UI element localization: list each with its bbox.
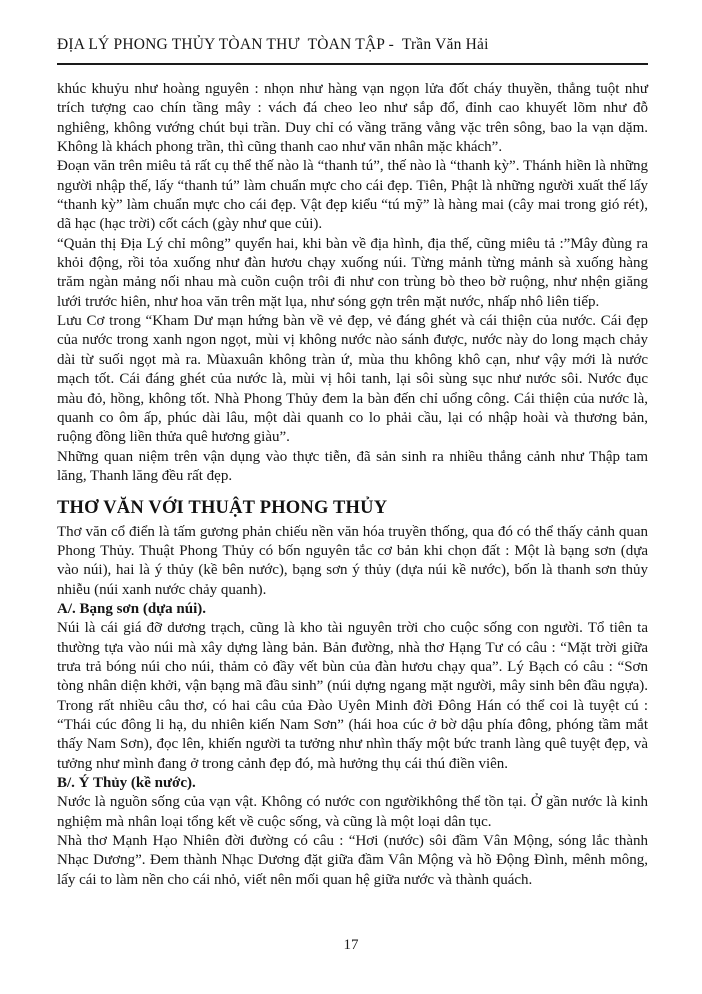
body-paragraph: Thơ văn cổ điển là tấm gương phản chiếu nền văn hóa truyền thống, qua đó có thể thấy cảnh quan Phong Thủy. Thuật Phong Thủy có bốn nguyên tắc cơ bản khi chọn đất : Một là bạng sơn (dựa vào núi), hai là ý thủy (kề bên nước), bạng sơn ý thủy (dựa núi kề nước), bốn là thanh sơn thủy nhiễu (núi xanh nước chảy quanh). (57, 523, 648, 598)
sub-heading: B/. Ý Thủy (kề nước). (57, 775, 196, 792)
sub-heading: A/. Bạng sơn (dựa núi). (57, 600, 207, 617)
body-paragraph: Những quan niệm trên vận dụng vào thực tiễn, đã sản sinh ra nhiều thắng cảnh như Thập tam lăng, Thanh lăng đều rất đẹp. (57, 448, 648, 484)
page-footer (0, 936, 702, 954)
body-paragraph: Nước là nguồn sống của vạn vật. Không có nước con ngườikhông thể tồn tại. Ở gần nước là kinh nghiệm mà nhân loại tổng kết về cuộc sống, và cũng là một loại dân tục. (57, 794, 648, 830)
page-number: 17 (343, 937, 359, 953)
running-title: ĐỊA LÝ PHONG THỦY TÒAN THƯ TÒAN TẬP - Trần Văn Hải (57, 36, 489, 53)
section-heading: THƠ VĂN VỚI THUẬT PHONG THỦY (57, 498, 388, 519)
body-paragraph: Núi là cái giá đỡ dương trạch, cũng là kho tài nguyên trời cho cuộc sống con người. Tổ tiên ta thường tựa vào núi mà xây dựng làng bản. Bản đường, nhà thơ Hạng Tư có câu : “Mặt trời giữa trưa trả bóng núi cho núi, thảm cỏ đầy vết bùn của đàn hươu chạy qua”. Lý Bạch có câu : “Sơn tòng nhân diện khởi, vận bạng mã đầu sinh” (núi dựng ngang mặt người, mây sinh bên đầu ngựa). Trong rất nhiều câu thơ, có hai câu của Đào Uyên Minh đời Đông Hán có thể coi là tuyệt cú : “Thái cúc đông li hạ, du nhiên kiến Nam Sơn” (hái hoa cúc ở bờ dậu phía đông, phóng tầm mắt thấy Nam Sơn), đọc lên, khiến người ta tưởng như nhìn thấy một bức tranh làng quê tuyệt đẹp, và tưởng như mình đang ở trong cảnh đẹp đó, mà hưởng thụ cái thú điền viên. (57, 620, 648, 772)
body-paragraph: Nhà thơ Mạnh Hạo Nhiên đời đường có câu : “Hơi (nước) sôi đầm Vân Mộng, sóng lắc thành Nhạc Dương”. Đem thành Nhạc Dương đặt giữa đầm Vân Mộng và hồ Động Đình, mênh mông, lấy cái to làm nền cho cái nhỏ, viết nên mối quan hệ giữa nước và thành quách. (57, 833, 648, 888)
page-body (57, 80, 648, 890)
header-rule (57, 63, 648, 65)
body-paragraph: Đoạn văn trên miêu tả rất cụ thể thế nào là “thanh tú”, thế nào là “thanh kỳ”. Thánh hiền là những người nhập thế, lấy “thanh tú” làm chuẩn mực cho cái đẹp. Tiên, Phật là những người xuất thế lấy “thanh kỳ” làm chuẩn mực cho cái đẹp. Vật đẹp kiểu “tú mỹ” là hàng mai (cây mai trong gió rét), dã hạc (hạc trời) cốt cách (gày như que củi). (57, 158, 648, 233)
page-header (57, 36, 648, 65)
body-paragraph: Lưu Cơ trong “Kham Dư mạn hứng bàn về vẻ đẹp, vẻ đáng ghét và cái thiện của nước. Cái đẹp của nước trong xanh ngon ngọt, mùi vị không nước nào sánh được, nước này do long mạch chảy dài từ suối ngọt mà ra. Mùaxuân không tràn ứ, mùa thu không khô cạn, như vậy mới là nước mạch tốt. Cái đáng ghét của nước là, mùi vị hôi tanh, lại sôi sùng sục như nước sôi. Nước đục màu đỏ, hồng, không tốt. Nhà Phong Thủy đem la bàn đến chỉ uổng công. Cái thiện của nước là, quanh co ôm ấp, phúc dài lâu, một dài quanh co lo phải cầu, lại có nhập hoài và thương bản, ruộng đồng liền thửa quê hương giàu”. (57, 313, 648, 446)
body-paragraph: khúc khuỷu như hoàng nguyên : nhọn như hàng vạn ngọn lửa đốt cháy thuyền, thẳng tuột như trích tượng cao chín tầng mây : vách đá cheo leo như sắp đổ, đỉnh cao khuyết lõm như đỗ nghiêng, không vướng chút bụi trần. Duy chỉ có vầng trăng vằng vặc trên sông, bao la vạn dặm. Không là khách phong trần, thì cũng thanh cao như văn nhân mặc khách”. (57, 81, 648, 156)
body-paragraph: “Quản thị Địa Lý chỉ mông” quyển hai, khi bàn về địa hình, địa thế, cũng miêu tả :”Mây đùng ra khỏi động, rồi tỏa xuống như đàn hươu chạy xuống núi. Từng mảnh từng mảnh sà xuống hàng trăm ngàn mảng nối nhau mà cuồn cuộn trôi đi như con trùng bò theo bờ ruộng, như nhện giăng lưới trước hiên, như hoa văn trên mặt lụa, như sóng gợn trên mặt nước, nhấp nhô liên tiếp. (57, 235, 648, 310)
